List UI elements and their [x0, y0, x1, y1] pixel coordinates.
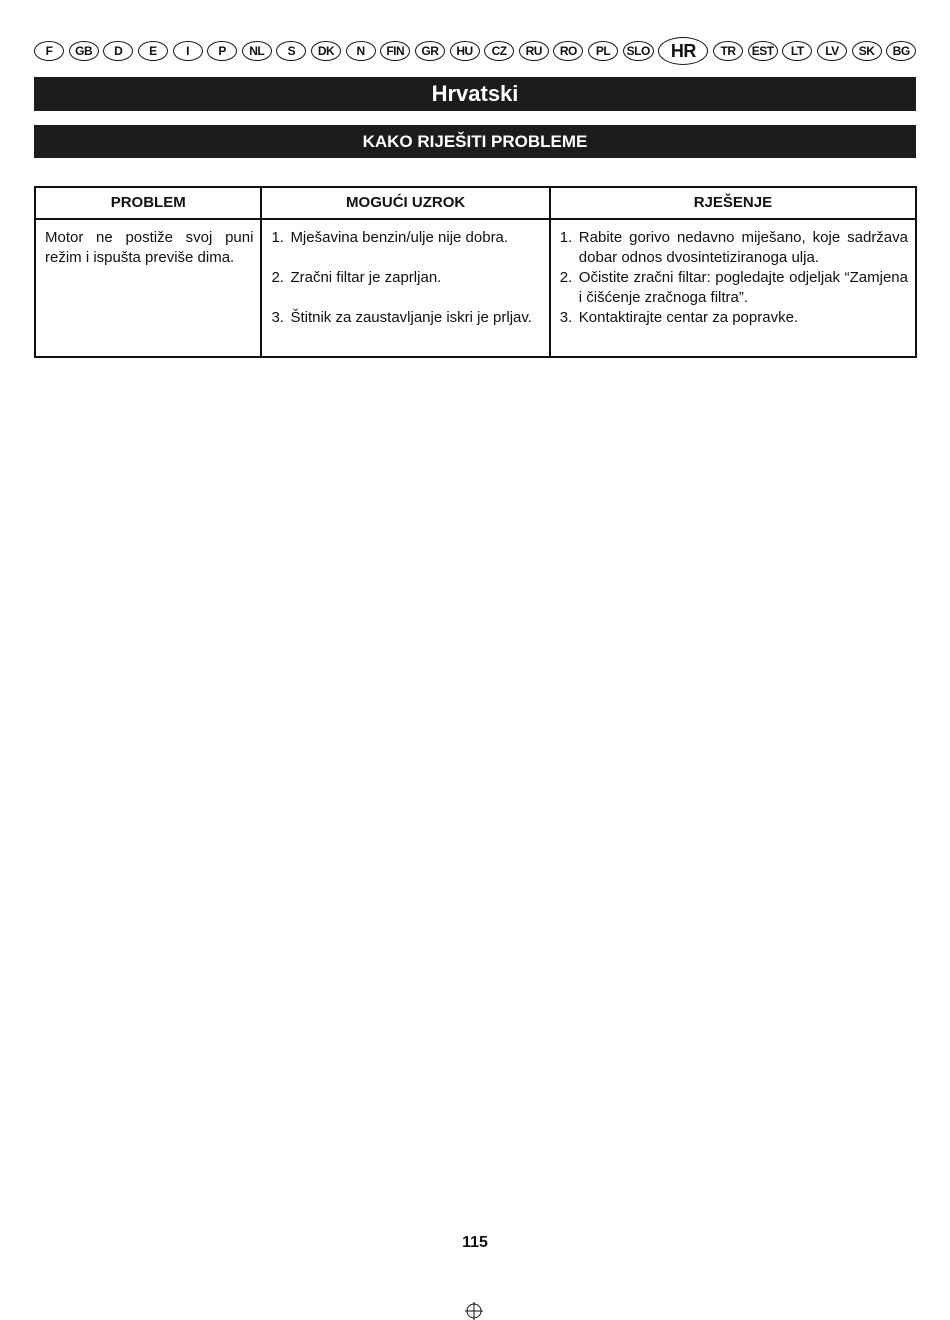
language-option-ro: RO — [553, 41, 583, 61]
language-option-p: P — [207, 41, 237, 61]
language-option-nl: NL — [242, 41, 272, 61]
solution-text: Kontaktirajte centar za popravke. — [578, 309, 799, 326]
section-title-banner — [34, 125, 916, 158]
language-option-ru: RU — [519, 41, 549, 61]
list-number: 2. — [559, 269, 573, 286]
language-option-tr: TR — [713, 41, 743, 61]
list-item — [271, 268, 541, 288]
language-option-gb: GB — [69, 41, 99, 61]
list-item — [560, 268, 908, 308]
list-number: 1. — [271, 229, 284, 246]
list-number: 3. — [559, 309, 573, 326]
section-title: KAKO RIJEŠITI PROBLEME — [362, 131, 588, 151]
column-header-cause: MOGUĆI UZROK — [261, 187, 549, 219]
cause-text: Štitnik za zaustavljanje iskri je prljav. — [290, 309, 532, 326]
language-option-hr: HR — [658, 37, 708, 65]
cause-cell — [261, 219, 549, 357]
language-option-i: I — [173, 41, 203, 61]
list-number: 3. — [271, 309, 284, 326]
language-option-lv: LV — [817, 41, 847, 61]
problem-cell — [35, 219, 261, 357]
cause-list — [271, 228, 541, 328]
list-item — [560, 228, 908, 268]
language-option-s: S — [276, 41, 306, 61]
language-option-bg: BG — [886, 41, 916, 61]
language-option-pl: PL — [588, 41, 618, 61]
language-option-slo: SLO — [623, 41, 654, 61]
solution-list — [560, 228, 908, 328]
page-title: Hrvatski — [431, 81, 519, 106]
language-option-fin: FIN — [380, 41, 410, 61]
solution-cell — [550, 219, 916, 357]
list-number: 1. — [559, 229, 573, 246]
cause-text: Zračni filtar je zaprljan. — [290, 269, 442, 286]
language-selector — [34, 38, 916, 64]
language-option-sk: SK — [852, 41, 882, 61]
language-option-e: E — [138, 41, 168, 61]
language-option-d: D — [103, 41, 133, 61]
language-option-hu: HU — [450, 41, 480, 61]
page-number: 115 — [462, 1234, 488, 1251]
list-number: 2. — [271, 269, 284, 286]
registration-mark-icon — [465, 1302, 483, 1320]
solution-text: Očistite zračni filtar: pogledajte odjeljak “Zamjena i čišćenje zračnoga filtra”. — [578, 269, 908, 306]
table-header-row — [35, 187, 916, 219]
column-header-problem: PROBLEM — [35, 187, 261, 219]
column-header-solution: RJEŠENJE — [550, 187, 916, 219]
list-item — [271, 308, 541, 328]
language-option-n: N — [346, 41, 376, 61]
language-option-est: EST — [748, 41, 778, 61]
troubleshooting-table — [34, 186, 917, 358]
list-item — [271, 228, 541, 248]
language-option-cz: CZ — [484, 41, 514, 61]
table-row — [35, 219, 916, 357]
language-option-gr: GR — [415, 41, 445, 61]
list-item — [560, 308, 908, 328]
problem-text: Motor ne postiže svoj puni režim i ispušta previše dima. — [45, 229, 254, 266]
solution-text: Rabite gorivo nedavno miješano, koje sadržava dobar odnos dvosintetiziranoga ulja. — [578, 229, 908, 266]
page-title-banner — [34, 77, 916, 111]
language-option-f: F — [34, 41, 64, 61]
language-option-lt: LT — [782, 41, 812, 61]
cause-text: Mješavina benzin/ulje nije dobra. — [290, 229, 509, 246]
language-option-dk: DK — [311, 41, 341, 61]
